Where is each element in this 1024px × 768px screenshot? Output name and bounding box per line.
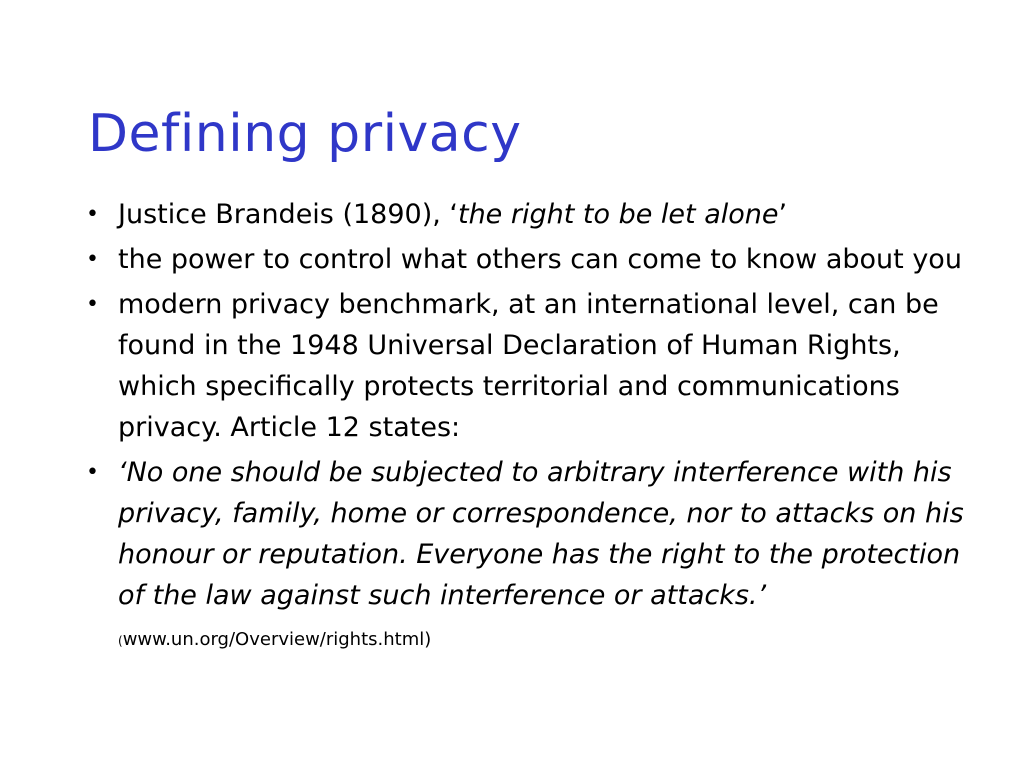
- bullet-marker: •: [86, 292, 99, 317]
- bullet-item-power-to-control: [86, 239, 966, 280]
- bullet-marker: •: [86, 247, 99, 272]
- source-open-paren: (: [118, 634, 123, 648]
- bullet-text-suffix: ’: [778, 199, 788, 230]
- bullet-text: the power to control what others can come to know about you: [118, 244, 962, 275]
- bullet-item-article-12-quote: [86, 452, 966, 662]
- bullet-text-prefix: ‘: [118, 457, 127, 488]
- source-url: www.un.org/Overview/rights.html): [122, 629, 432, 650]
- bullet-quote: the right to be let alone: [457, 199, 779, 230]
- article-12-quote: No one should be subjected to arbitrary interference with his privacy, family, home or correspondence, nor to attacks on his honour or reputation. Everyone has the right to the protection of the law against such interference or attacks.’: [118, 457, 964, 611]
- bullet-text: modern privacy benchmark, at an international level, can be found in the 1948 Universal Declaration of Human Rights, which specifically protects territorial and communications privacy. Article 12 states:: [118, 289, 939, 443]
- slide-title: Defining privacy: [88, 104, 522, 164]
- bullet-list: [86, 194, 966, 666]
- bullet-item-brandeis: [86, 194, 966, 235]
- bullet-item-benchmark: [86, 284, 966, 448]
- bullet-marker: •: [86, 460, 99, 485]
- bullet-marker: •: [86, 202, 99, 227]
- bullet-text-prefix: Justice Brandeis (1890), ‘: [118, 199, 458, 230]
